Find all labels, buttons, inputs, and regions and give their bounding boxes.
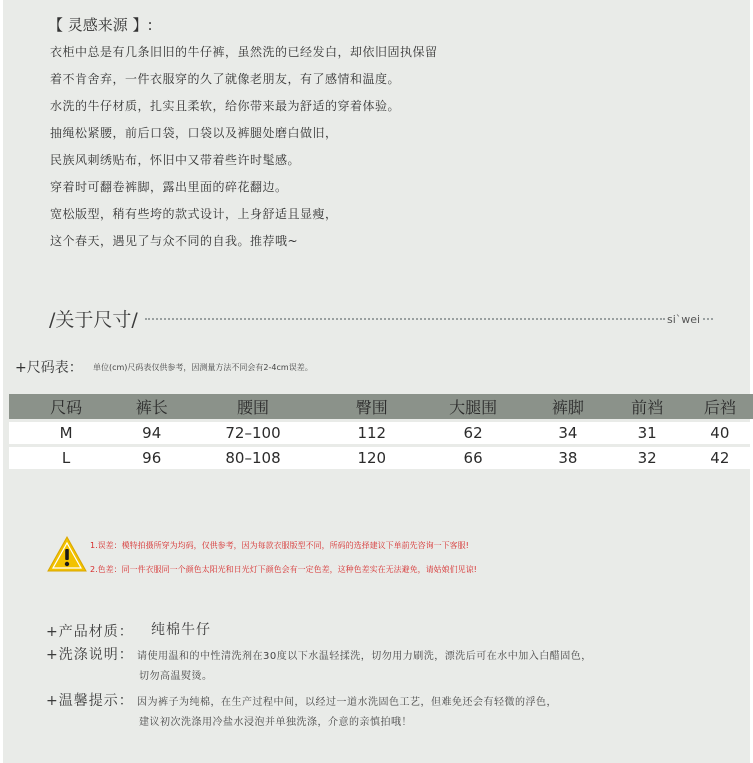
heading-dotted-divider-tail	[703, 318, 713, 320]
material-value: 纯棉牛仔	[151, 622, 211, 638]
header-cell-size: 尺码	[50, 398, 83, 417]
header-cell-waist: 腰围	[237, 398, 270, 417]
material-label: +产品材质：	[46, 624, 134, 640]
header-cell-length: 裤长	[135, 398, 168, 417]
header-cell-front-rise: 前裆	[631, 398, 664, 417]
table-cell: 112	[357, 424, 387, 442]
wash-instructions: 请使用温和的中性清洗剂在30度以下水温轻揉洗，切勿用力刷洗，漂洗后可在水中加入白醋固色，	[137, 651, 592, 662]
table-cell: 66	[463, 449, 483, 467]
header-cell-hip: 臀围	[355, 398, 388, 417]
table-cell: 32	[637, 449, 657, 467]
table-cell: 34	[558, 424, 578, 442]
table-cell: 72–100	[225, 424, 281, 442]
table-cell: 31	[637, 424, 657, 442]
brand-mark: si`wei	[667, 313, 701, 326]
table-cell: 40	[710, 424, 730, 442]
table-row	[9, 422, 753, 444]
heading-dotted-divider	[145, 318, 665, 320]
size-table	[9, 394, 753, 469]
warning-icon	[46, 535, 88, 573]
wash-instructions-cont: 切勿高温熨烫。	[139, 671, 213, 682]
table-row	[9, 447, 753, 469]
size-table-header-row	[9, 394, 753, 419]
wash-label: +洗涤说明：	[46, 647, 134, 663]
table-cell: 38	[558, 449, 578, 467]
inspiration-line: 穿着时可翻卷裤脚，露出里面的碎花翻边。	[50, 180, 288, 194]
inspiration-line: 民族风刺绣贴布，怀旧中又带着些许时髦感。	[50, 153, 301, 167]
warning-size-error: 1.误差：模特拍摄所穿为均码，仅供参考，因为每款衣服版型不同，所码的选择建议下单前先咨询一下客服!	[90, 541, 469, 550]
table-cell: 96	[142, 449, 162, 467]
inspiration-line: 这个春天，遇见了与众不同的自我。推荐哦~	[50, 234, 299, 248]
size-table-label: +尺码表：	[15, 360, 83, 376]
inspiration-line: 水洗的牛仔材质，扎实且柔软，给你带来最为舒适的穿着体验。	[50, 99, 401, 113]
inspiration-title: 【 灵感来源 】:	[48, 16, 153, 34]
table-cell: 80–108	[225, 449, 281, 467]
inspiration-line: 抽绳松紧腰，前后口袋，口袋以及裤腿处磨白做旧，	[50, 126, 338, 140]
table-cell: 120	[357, 449, 387, 467]
tips-text-cont: 建议初次洗涤用冷盐水浸泡并单独洗涤，介意的亲慎拍哦！	[139, 717, 412, 728]
inspiration-line: 着不肯舍弃，一件衣服穿的久了就像老朋友，有了感情和温度。	[50, 72, 401, 86]
table-cell: M	[59, 424, 73, 442]
tips-text: 因为裤子为纯棉，在生产过程中间，以经过一道水洗固色工艺，但难免还会有轻微的浮色，	[137, 697, 557, 708]
size-table-note: 单位(cm)尺码表仅供参考，因测量方法不同会有2-4cm误差。	[93, 363, 313, 372]
inspiration-line: 宽松版型，稍有些垮的款式设计，上身舒适且显瘦，	[50, 207, 338, 221]
table-cell: L	[61, 449, 71, 467]
header-cell-back-rise: 后裆	[703, 398, 736, 417]
tips-label: +温馨提示：	[46, 693, 134, 709]
inspiration-line: 衣柜中总是有几条旧旧的牛仔裤，虽然洗的已经发白，却依旧固执保留	[50, 45, 438, 59]
size-section-heading: /关于尺寸/	[49, 309, 138, 331]
table-cell: 42	[710, 449, 730, 467]
header-cell-thigh: 大腿围	[449, 398, 498, 417]
warning-color-difference: 2.色差：同一件衣服同一个颜色太阳光和日光灯下颜色会有一定色差，这种色差实在无法避免，请姑娘们见谅!	[90, 565, 477, 574]
table-cell: 62	[463, 424, 483, 442]
header-cell-hem: 裤脚	[551, 398, 584, 417]
table-cell: 94	[142, 424, 162, 442]
